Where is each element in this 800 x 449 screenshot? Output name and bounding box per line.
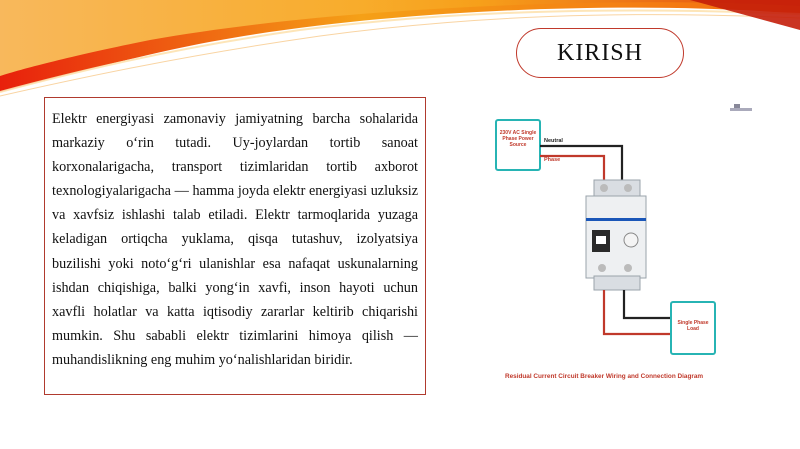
small-logo-mark: [730, 104, 752, 111]
phase-label: Phase: [544, 157, 561, 163]
rccb-device-icon: [586, 180, 646, 290]
slide-title: KIRISH: [556, 39, 643, 66]
rccb-wiring-diagram: [482, 100, 772, 400]
body-text-box: [44, 97, 426, 395]
load-label: Single Phase Load: [677, 320, 709, 332]
slide-title-pill: [516, 28, 684, 78]
body-text: Elektr energiyasi zamonaviy jamiyatning barcha sohalarida markaziy o‘rin tutadi. Uy-joylardan tortib sanoat korxonalarigacha, transport tizimlaridan tortib axborot texnologiyalarigacha — hamma joyda elektr energiyasi uzluksiz va xavfsiz ishlashi talab etiladi. Elektr tarmoqlarida yuzaga keladigan ortiqcha yuklama, qisqa tutashuv, izolyatsiya buzilishi yoki noto‘g‘ri ulanishlar esa nafaqat uskunalarning ishdan chiqishiga, balki yong‘in xavfi, inson hayoti uchun xavfli holatlar va katta iqtisodiy zararlar keltirib chiqarishi mumkin. Shu sababli elektr tizimlarini himoya qilish — muhandislikning eng muhim yo‘nalishlaridan biridir.: [52, 111, 418, 368]
neutral-label: Neutral: [544, 138, 563, 144]
diagram-caption: Residual Current Circuit Breaker Wiring and Connection Diagram: [505, 373, 704, 380]
power-source-label: 230V AC Single Phase Power Source: [499, 130, 537, 148]
